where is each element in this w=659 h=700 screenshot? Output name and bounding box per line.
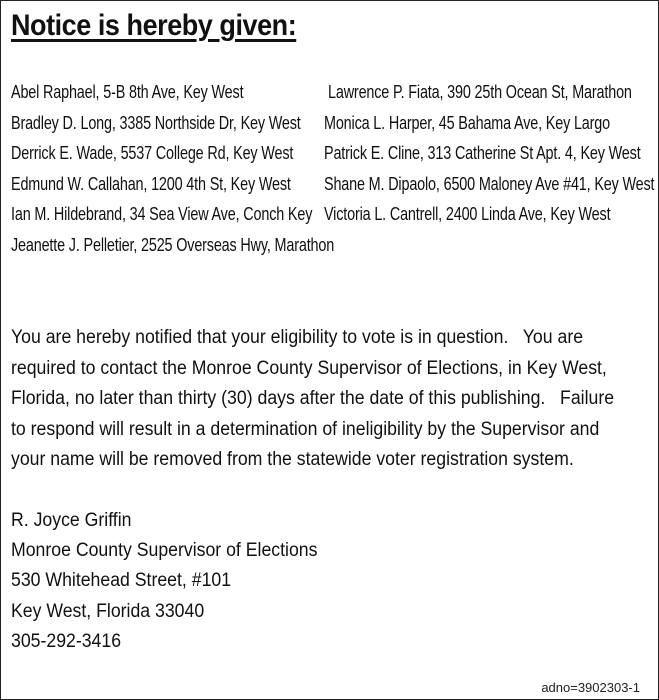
names-row (11, 142, 651, 173)
name-entry: Abel Raphael, 5-B 8th Ave, Key West (11, 82, 244, 102)
office-street: 530 Whitehead Street, #101 (11, 570, 232, 592)
names-list (11, 81, 655, 264)
name-entry: Derrick E. Wade, 5537 College Rd, Key West (11, 143, 294, 163)
office-phone: 305-292-3416 (11, 630, 122, 652)
name-entry: Victoria L. Cantrell, 2400 Linda Ave, Key West (324, 204, 611, 224)
names-row (11, 173, 655, 204)
names-row (11, 203, 651, 234)
name-entry: Lawrence P. Fiata, 390 25th Ocean St, Marathon (328, 82, 632, 102)
name-entry: Edmund W. Callahan, 1200 4th St, Key West (11, 173, 291, 194)
body-line: Florida, no later than thirty (30) days after the date of this publishing. Failure (11, 388, 615, 409)
notice-title: Notice is hereby given: (11, 9, 297, 42)
body-line: your name will be removed from the statewide voter registration system. (11, 449, 574, 470)
name-entry: Bradley D. Long, 3385 Northside Dr, Key West (11, 112, 301, 133)
signatory-office: Monroe County Supervisor of Elections (11, 540, 318, 562)
ad-number: adno=3902303-1 (541, 680, 640, 695)
body-line: You are hereby notified that your eligibility to vote is in question. You are (11, 327, 584, 348)
names-row (11, 81, 651, 112)
body-line: required to contact the Monroe County Supervisor of Elections, in Key West, (11, 357, 607, 379)
name-entry: Jeanette J. Pelletier, 2525 Overseas Hwy, Marathon (11, 234, 335, 255)
body-line: to respond will result in a determination of ineligibility by the Supervisor and (11, 418, 600, 440)
name-entry: Shane M. Dipaolo, 6500 Maloney Ave #41, Key West (324, 173, 655, 194)
name-entry: Patrick E. Cline, 313 Catherine St Apt. 4, Key West (324, 143, 641, 163)
names-row (11, 234, 651, 265)
name-entry: Monica L. Harper, 45 Bahama Ave, Key Largo (324, 112, 610, 133)
signatory-name: R. Joyce Griffin (11, 510, 132, 531)
name-entry: Ian M. Hildebrand, 34 Sea View Ave, Conch Key (11, 204, 313, 224)
names-row (11, 112, 651, 143)
signature-block (11, 506, 341, 657)
notice-body (11, 323, 651, 476)
office-city: Key West, Florida 33040 (11, 600, 205, 622)
